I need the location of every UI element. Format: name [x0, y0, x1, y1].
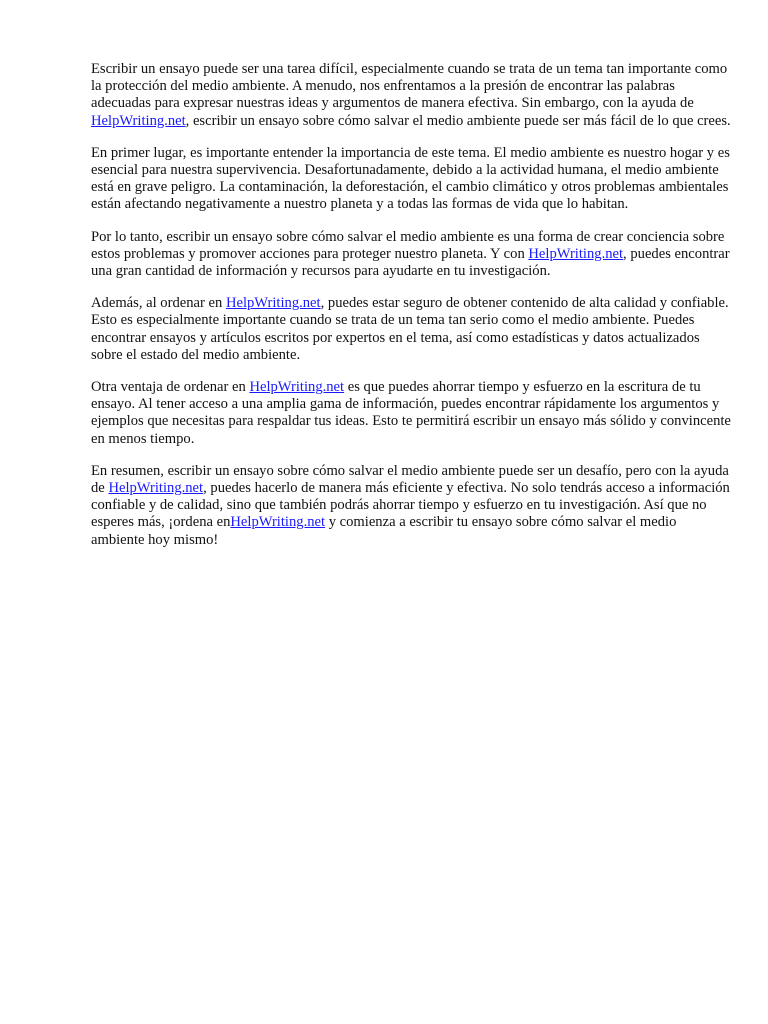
helpwriting-link[interactable]: HelpWriting.net [230, 514, 326, 531]
paragraph-quality [91, 295, 731, 364]
paragraph-text: En primer lugar, es importante entender la importancia de este tema. El medio ambiente es nuestro hogar y es esencial para nuestra supervivencia. Desafortunadamente, debido a la actividad humana, el medio ambiente está en grave peligro. La contaminación, la deforestación, el cambio climático y otros problemas ambientales están afectando negativamente a nuestro planeta y a todas las formas de vida que lo habitan. [91, 144, 730, 213]
paragraph-text: , puedes encontrar una gran cantidad de información y recursos para ayudarte en tu investigación. [91, 245, 730, 280]
document-body [91, 61, 731, 564]
paragraph-awareness [91, 229, 731, 281]
paragraph-text: Además, al ordenar en [91, 295, 226, 312]
paragraph-intro [91, 61, 731, 130]
helpwriting-link[interactable]: HelpWriting.net [528, 245, 624, 262]
paragraph-text: Por lo tanto, escribir un ensayo sobre cómo salvar el medio ambiente es una forma de crear conciencia sobre estos problemas y promover acciones para proteger nuestro planeta. Y con [91, 228, 725, 262]
paragraph-text: , escribir un ensayo sobre cómo salvar el medio ambiente puede ser más fácil de lo que crees. [185, 112, 731, 129]
helpwriting-link[interactable]: HelpWriting.net [225, 295, 321, 312]
paragraph-importance [91, 145, 731, 214]
paragraph-text: Escribir un ensayo puede ser una tarea difícil, especialmente cuando se trata de un tema tan importante como la protección del medio ambiente. A menudo, nos enfrentamos a la presión de encontrar las palabras adecuadas para expresar nuestras ideas y argumentos de manera efectiva. Sin embargo, con la ayuda de [91, 61, 728, 112]
paragraph-text: y comienza a escribir tu ensayo sobre cómo salvar el medio ambiente hoy mismo! [91, 514, 677, 548]
paragraph-conclusion [91, 463, 731, 549]
paragraph-text: En resumen, escribir un ensayo sobre cómo salvar el medio ambiente puede ser un desafío, pero con la ayuda de [91, 462, 729, 497]
paragraph-time-saving [91, 379, 731, 448]
helpwriting-link[interactable]: HelpWriting.net [91, 112, 186, 129]
paragraph-text: es que puedes ahorrar tiempo y esfuerzo en la escritura de tu ensayo. Al tener acceso a una amplia gama de información, puedes encontrar rápidamente los argumentos y ejemplos que necesitas para respaldar tus ideas. Esto te permitirá escribir un ensayo más sólido y convincente en menos tiempo. [91, 379, 731, 447]
paragraph-text: , puedes estar seguro de obtener contenido de alta calidad y confiable. Esto es especialmente importante cuando se trata de un tema tan serio como el medio ambiente. Puedes encontrar ensayos y artículos escritos por expertos en el tema, así como estadísticas y datos actualizados sobre el estado del medio ambiente. [91, 295, 729, 363]
helpwriting-link[interactable]: HelpWriting.net [108, 480, 204, 497]
helpwriting-link[interactable]: HelpWriting.net [249, 379, 345, 396]
paragraph-text: Otra ventaja de ordenar en [91, 379, 250, 396]
paragraph-text: , puedes hacerlo de manera más eficiente y efectiva. No solo tendrás acceso a información confiable y de calidad, sino que también podrás ahorrar tiempo y esfuerzo en tu investigación. Así que no esperes más, ¡ordena en [91, 480, 730, 531]
